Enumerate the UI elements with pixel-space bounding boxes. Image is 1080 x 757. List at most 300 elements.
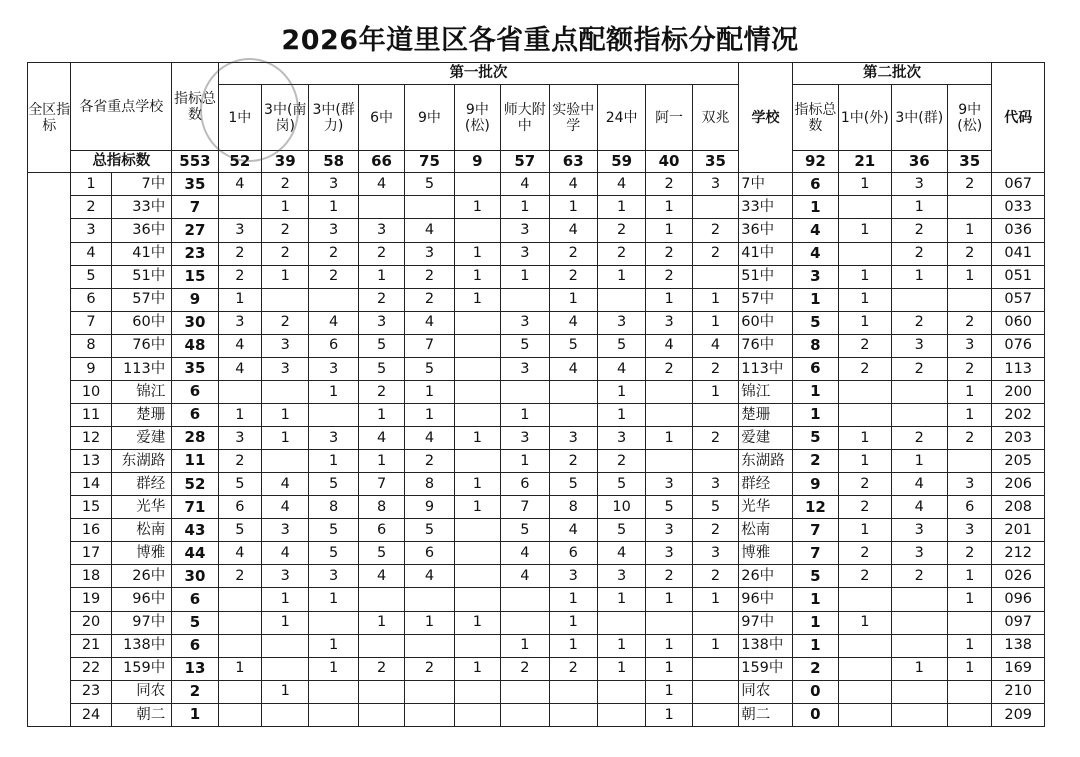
row-index: 14 (71, 473, 111, 496)
row-school2-name: 76中 (739, 334, 792, 357)
row-batch1-cell: 3 (358, 219, 404, 242)
table-row (28, 357, 1045, 380)
row-batch1-cell: 2 (405, 288, 454, 311)
row-batch1-cell: 1 (218, 403, 261, 426)
total-batch1-col: 9 (454, 151, 500, 173)
total-all: 553 (172, 151, 218, 173)
row-batch1-cell: 1 (692, 288, 738, 311)
table-row (28, 427, 1045, 450)
row-batch2-cell (948, 703, 992, 726)
row-batch1-cell: 2 (692, 519, 738, 542)
row-batch1-cell: 3 (262, 334, 309, 357)
row-total: 48 (172, 334, 218, 357)
row-batch1-cell (309, 611, 358, 634)
row-batch1-cell: 3 (646, 473, 692, 496)
row-batch1-cell: 1 (597, 265, 645, 288)
row-batch1-cell: 7 (501, 496, 549, 519)
row-school-name: 东湖路 (111, 450, 172, 473)
row-batch1-cell (454, 519, 500, 542)
row-batch1-cell (646, 450, 692, 473)
table-row (28, 173, 1045, 196)
row-total2: 4 (792, 219, 838, 242)
row-total: 11 (172, 450, 218, 473)
row-school2-name: 138中 (739, 634, 792, 657)
row-batch1-cell: 3 (218, 311, 261, 334)
row-batch2-cell (891, 703, 947, 726)
row-batch2-cell: 1 (839, 611, 891, 634)
row-batch1-cell: 1 (262, 611, 309, 634)
row-batch2-cell (839, 242, 891, 265)
header-code: 代码 (992, 63, 1045, 173)
row-batch1-cell: 4 (405, 219, 454, 242)
row-batch1-cell: 3 (309, 173, 358, 196)
row-batch1-cell: 1 (454, 657, 500, 680)
row-batch2-cell: 1 (891, 196, 947, 219)
row-total: 6 (172, 380, 218, 403)
row-batch1-cell: 1 (692, 588, 738, 611)
row-index: 20 (71, 611, 111, 634)
row-batch1-cell: 1 (454, 242, 500, 265)
row-batch1-cell (358, 703, 404, 726)
row-total: 9 (172, 288, 218, 311)
row-batch1-cell: 5 (549, 473, 597, 496)
header-col-shida-fuzhong: 师大附中 (501, 85, 549, 151)
table-row (28, 196, 1045, 219)
row-total2: 2 (792, 450, 838, 473)
row-batch2-cell (948, 611, 992, 634)
total-batch1-col: 39 (262, 151, 309, 173)
row-batch1-cell: 5 (549, 334, 597, 357)
table-row (28, 703, 1045, 726)
row-batch1-cell: 4 (597, 542, 645, 565)
row-batch1-cell: 4 (358, 427, 404, 450)
row-total2: 6 (792, 357, 838, 380)
row-batch2-cell: 2 (948, 311, 992, 334)
row-batch1-cell: 5 (309, 519, 358, 542)
row-code: 200 (992, 380, 1045, 403)
row-batch1-cell: 1 (309, 196, 358, 219)
row-index: 19 (71, 588, 111, 611)
row-school2-name: 东湖路 (739, 450, 792, 473)
row-total2: 1 (792, 288, 838, 311)
row-batch1-cell: 5 (501, 334, 549, 357)
row-batch2-cell: 1 (839, 288, 891, 311)
row-batch1-cell (646, 380, 692, 403)
row-batch1-cell: 7 (405, 334, 454, 357)
table-row (28, 565, 1045, 588)
row-index: 12 (71, 427, 111, 450)
row-batch1-cell: 1 (405, 403, 454, 426)
row-batch1-cell: 1 (549, 634, 597, 657)
row-total2: 5 (792, 427, 838, 450)
row-code: 041 (992, 242, 1045, 265)
row-batch1-cell: 5 (405, 173, 454, 196)
total-batch2-col: 36 (891, 151, 947, 173)
row-batch1-cell: 3 (692, 473, 738, 496)
row-index: 16 (71, 519, 111, 542)
row-batch1-cell: 2 (262, 219, 309, 242)
row-total2: 5 (792, 311, 838, 334)
row-batch1-cell: 3 (218, 427, 261, 450)
row-batch1-cell: 4 (597, 357, 645, 380)
row-index: 21 (71, 634, 111, 657)
row-batch1-cell: 4 (646, 334, 692, 357)
table-row (28, 542, 1045, 565)
row-total: 23 (172, 242, 218, 265)
row-batch1-cell: 2 (262, 173, 309, 196)
row-batch2-cell: 2 (948, 357, 992, 380)
row-code: 057 (992, 288, 1045, 311)
row-batch1-cell: 2 (597, 242, 645, 265)
row-batch1-cell (454, 542, 500, 565)
row-batch1-cell: 1 (597, 380, 645, 403)
row-batch1-cell (549, 380, 597, 403)
row-school-name: 138中 (111, 634, 172, 657)
row-batch1-cell (549, 403, 597, 426)
row-batch1-cell (262, 450, 309, 473)
row-batch1-cell: 4 (501, 565, 549, 588)
table-row (28, 403, 1045, 426)
row-batch2-cell: 2 (948, 173, 992, 196)
header-col-shiyan-zhongxue: 实验中学 (549, 85, 597, 151)
row-total2: 2 (792, 657, 838, 680)
row-batch2-cell: 1 (948, 657, 992, 680)
row-batch1-cell: 1 (692, 380, 738, 403)
row-batch1-cell: 1 (262, 427, 309, 450)
row-batch2-cell: 2 (839, 473, 891, 496)
table-row (28, 657, 1045, 680)
row-batch1-cell (692, 196, 738, 219)
row-batch1-cell: 5 (597, 519, 645, 542)
header-zhibiao-total: 指标总数 (172, 63, 218, 151)
row-index: 4 (71, 242, 111, 265)
row-batch1-cell: 1 (262, 680, 309, 703)
row-school-name: 光华 (111, 496, 172, 519)
total-batch1-col: 59 (597, 151, 645, 173)
row-school-name: 96中 (111, 588, 172, 611)
row-school2-name: 159中 (739, 657, 792, 680)
row-batch1-cell (692, 450, 738, 473)
row-school2-name: 光华 (739, 496, 792, 519)
row-batch2-cell: 3 (891, 334, 947, 357)
row-total: 15 (172, 265, 218, 288)
row-school2-name: 36中 (739, 219, 792, 242)
row-batch1-cell: 1 (454, 496, 500, 519)
row-batch1-cell: 2 (218, 265, 261, 288)
row-batch2-cell: 2 (839, 496, 891, 519)
row-batch2-cell: 3 (891, 542, 947, 565)
row-batch1-cell: 4 (405, 311, 454, 334)
row-total2: 3 (792, 265, 838, 288)
row-batch1-cell: 2 (549, 450, 597, 473)
row-total2: 12 (792, 496, 838, 519)
row-batch1-cell (262, 703, 309, 726)
row-batch1-cell: 1 (358, 450, 404, 473)
row-batch1-cell (358, 680, 404, 703)
row-batch1-cell (454, 311, 500, 334)
row-school-name: 同农 (111, 680, 172, 703)
row-batch1-cell: 4 (405, 427, 454, 450)
row-batch2-cell: 1 (948, 588, 992, 611)
header-col-9zhong-song: 9中(松) (454, 85, 500, 151)
row-batch2-cell: 1 (891, 265, 947, 288)
row-code: 067 (992, 173, 1045, 196)
row-batch1-cell: 1 (597, 657, 645, 680)
row-school2-name: 锦江 (739, 380, 792, 403)
row-batch1-cell (454, 703, 500, 726)
row-batch1-cell: 2 (262, 311, 309, 334)
row-batch1-cell: 3 (501, 311, 549, 334)
row-code: 076 (992, 334, 1045, 357)
row-batch1-cell (597, 680, 645, 703)
row-batch2-cell: 2 (948, 542, 992, 565)
row-batch1-cell (501, 680, 549, 703)
table-row (28, 496, 1045, 519)
row-batch1-cell (692, 403, 738, 426)
row-batch1-cell (597, 703, 645, 726)
row-total2: 6 (792, 173, 838, 196)
row-batch1-cell: 4 (549, 519, 597, 542)
row-batch1-cell: 3 (501, 427, 549, 450)
total-batch2-col: 21 (839, 151, 891, 173)
row-batch1-cell: 3 (405, 242, 454, 265)
row-batch1-cell (454, 334, 500, 357)
row-school-name: 楚珊 (111, 403, 172, 426)
row-batch1-cell: 1 (454, 265, 500, 288)
row-batch1-cell: 8 (549, 496, 597, 519)
row-batch1-cell: 8 (309, 496, 358, 519)
row-total: 7 (172, 196, 218, 219)
row-batch1-cell (218, 703, 261, 726)
table-row (28, 473, 1045, 496)
row-total2: 1 (792, 380, 838, 403)
row-code: 202 (992, 403, 1045, 426)
row-batch1-cell: 1 (646, 427, 692, 450)
row-index: 2 (71, 196, 111, 219)
row-batch2-cell (839, 680, 891, 703)
row-batch1-cell (501, 380, 549, 403)
row-school-name: 76中 (111, 334, 172, 357)
row-batch1-cell: 5 (501, 519, 549, 542)
row-batch1-cell (692, 657, 738, 680)
row-batch2-cell: 1 (948, 380, 992, 403)
row-school-name: 57中 (111, 288, 172, 311)
allocation-table (27, 62, 1045, 727)
row-batch1-cell: 4 (262, 542, 309, 565)
row-school2-name: 41中 (739, 242, 792, 265)
table-row (28, 680, 1045, 703)
row-batch1-cell: 3 (501, 357, 549, 380)
row-batch1-cell: 2 (597, 219, 645, 242)
row-batch1-cell: 1 (358, 403, 404, 426)
total-batch1-col: 75 (405, 151, 454, 173)
row-batch1-cell: 1 (646, 703, 692, 726)
row-batch2-cell: 2 (891, 311, 947, 334)
row-batch1-cell: 8 (358, 496, 404, 519)
header-col-shuangzhao: 双兆 (692, 85, 738, 151)
row-batch1-cell: 2 (549, 242, 597, 265)
row-batch2-cell (891, 634, 947, 657)
row-batch1-cell: 1 (358, 611, 404, 634)
row-batch1-cell (405, 196, 454, 219)
total-batch1-col: 63 (549, 151, 597, 173)
row-batch1-cell (358, 588, 404, 611)
row-batch2-cell: 2 (891, 427, 947, 450)
row-batch1-cell: 1 (501, 196, 549, 219)
row-school2-name: 51中 (739, 265, 792, 288)
row-school2-name: 博雅 (739, 542, 792, 565)
header-col-3zhong-qunli: 3中(群力) (309, 85, 358, 151)
row-index: 7 (71, 311, 111, 334)
row-batch1-cell: 2 (692, 427, 738, 450)
row-total2: 0 (792, 703, 838, 726)
row-batch1-cell: 2 (358, 242, 404, 265)
row-total2: 1 (792, 634, 838, 657)
row-batch1-cell: 2 (692, 357, 738, 380)
row-school-name: 41中 (111, 242, 172, 265)
row-batch2-cell (891, 403, 947, 426)
row-batch1-cell: 5 (218, 519, 261, 542)
row-batch1-cell: 1 (646, 219, 692, 242)
row-batch1-cell (262, 288, 309, 311)
row-batch1-cell: 4 (218, 334, 261, 357)
row-code: 051 (992, 265, 1045, 288)
row-total2: 8 (792, 334, 838, 357)
row-total: 52 (172, 473, 218, 496)
row-batch1-cell (454, 403, 500, 426)
table-row (28, 634, 1045, 657)
row-batch2-cell (839, 634, 891, 657)
row-batch1-cell: 3 (597, 565, 645, 588)
table-row (28, 380, 1045, 403)
row-batch1-cell: 5 (309, 473, 358, 496)
row-code: 097 (992, 611, 1045, 634)
row-school2-name: 97中 (739, 611, 792, 634)
row-batch1-cell (218, 380, 261, 403)
row-batch1-cell: 5 (597, 334, 645, 357)
row-batch1-cell: 1 (309, 588, 358, 611)
row-total: 6 (172, 403, 218, 426)
row-batch1-cell: 4 (218, 173, 261, 196)
row-batch1-cell (692, 680, 738, 703)
row-batch1-cell (454, 450, 500, 473)
row-school-name: 60中 (111, 311, 172, 334)
row-batch1-cell (218, 611, 261, 634)
row-batch1-cell: 3 (646, 311, 692, 334)
row-batch1-cell: 1 (501, 265, 549, 288)
header-col-9zhong-song-2: 9中(松) (948, 85, 992, 151)
row-code: 060 (992, 311, 1045, 334)
row-batch2-cell (891, 680, 947, 703)
row-school2-name: 松南 (739, 519, 792, 542)
row-batch2-cell: 2 (948, 427, 992, 450)
row-batch2-cell (839, 196, 891, 219)
row-batch2-cell: 3 (891, 519, 947, 542)
row-index: 23 (71, 680, 111, 703)
row-batch1-cell (501, 703, 549, 726)
row-batch2-cell: 4 (891, 473, 947, 496)
table-row (28, 611, 1045, 634)
row-batch1-cell: 10 (597, 496, 645, 519)
row-batch2-cell: 4 (891, 496, 947, 519)
row-batch2-cell: 2 (891, 219, 947, 242)
row-batch2-cell: 2 (891, 242, 947, 265)
row-batch1-cell (454, 634, 500, 657)
quanqu-column-blank (28, 173, 71, 727)
row-batch1-cell: 5 (309, 542, 358, 565)
row-batch1-cell (262, 380, 309, 403)
row-batch1-cell: 4 (501, 542, 549, 565)
row-batch1-cell (692, 265, 738, 288)
row-batch1-cell: 3 (309, 219, 358, 242)
row-batch1-cell: 1 (549, 611, 597, 634)
row-code: 208 (992, 496, 1045, 519)
row-batch1-cell (646, 403, 692, 426)
row-batch1-cell: 4 (262, 496, 309, 519)
row-batch1-cell (262, 634, 309, 657)
row-batch1-cell: 2 (646, 242, 692, 265)
row-batch1-cell (597, 288, 645, 311)
row-batch1-cell: 2 (405, 450, 454, 473)
row-school2-name: 60中 (739, 311, 792, 334)
row-index: 18 (71, 565, 111, 588)
row-batch1-cell: 1 (454, 196, 500, 219)
row-batch1-cell: 1 (218, 288, 261, 311)
row-school2-name: 朝二 (739, 703, 792, 726)
row-index: 17 (71, 542, 111, 565)
row-batch1-cell: 7 (358, 473, 404, 496)
row-batch2-cell: 3 (948, 334, 992, 357)
row-batch1-cell: 2 (501, 657, 549, 680)
table-row (28, 450, 1045, 473)
row-total: 43 (172, 519, 218, 542)
row-batch2-cell: 2 (839, 565, 891, 588)
row-batch1-cell: 5 (646, 496, 692, 519)
row-batch1-cell: 2 (358, 657, 404, 680)
table-row (28, 519, 1045, 542)
header-batch1: 第一批次 (218, 63, 739, 85)
table-row (28, 242, 1045, 265)
row-batch2-cell (948, 288, 992, 311)
row-batch1-cell: 3 (262, 565, 309, 588)
row-batch1-cell: 5 (358, 334, 404, 357)
table-row (28, 311, 1045, 334)
row-batch1-cell: 2 (646, 565, 692, 588)
row-batch1-cell: 6 (549, 542, 597, 565)
total-batch2-all: 92 (792, 151, 838, 173)
row-batch1-cell: 3 (262, 357, 309, 380)
row-batch1-cell: 1 (549, 196, 597, 219)
row-school2-name: 群经 (739, 473, 792, 496)
row-batch1-cell: 4 (692, 334, 738, 357)
header-col-3zhong-qun: 3中(群) (891, 85, 947, 151)
row-index: 10 (71, 380, 111, 403)
row-batch2-cell (839, 703, 891, 726)
row-batch1-cell: 1 (646, 680, 692, 703)
row-total2: 9 (792, 473, 838, 496)
row-batch1-cell: 2 (218, 242, 261, 265)
row-batch1-cell: 1 (405, 380, 454, 403)
row-index: 11 (71, 403, 111, 426)
row-batch2-cell: 6 (948, 496, 992, 519)
row-batch1-cell: 1 (646, 588, 692, 611)
row-batch1-cell: 2 (309, 242, 358, 265)
row-batch1-cell: 3 (501, 219, 549, 242)
row-batch2-cell: 1 (839, 173, 891, 196)
row-batch1-cell (549, 680, 597, 703)
row-batch1-cell: 1 (692, 634, 738, 657)
row-batch1-cell (405, 680, 454, 703)
